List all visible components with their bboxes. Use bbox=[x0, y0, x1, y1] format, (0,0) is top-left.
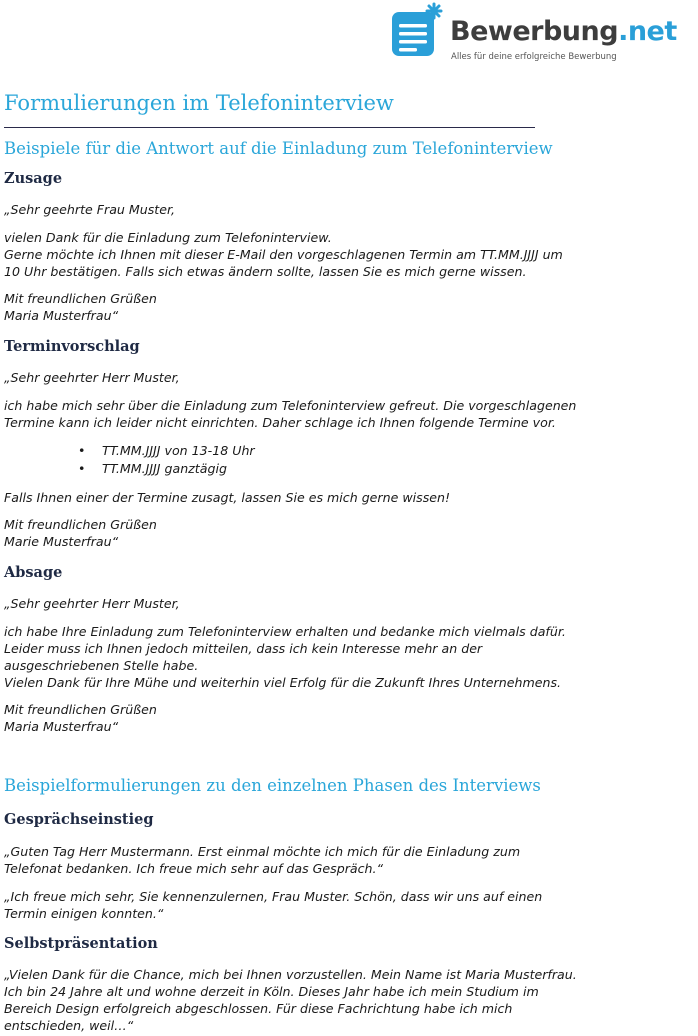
terminvorschlag-salutation: „Sehr geehrter Herr Muster, bbox=[4, 370, 180, 385]
heading-selbstpraesentation: Selbstpräsentation bbox=[4, 935, 158, 952]
heading-absage: Absage bbox=[4, 564, 63, 581]
heading-zusage: Zusage bbox=[4, 170, 63, 187]
terminvorschlag-after: Falls Ihnen einer der Termine zusagt, lassen Sie es mich gerne wissen! bbox=[4, 490, 451, 505]
terminvorschlag-body: ich habe mich sehr über die Einladung zum Telefoninterview gefreut. Die vorgeschlagenen Termine kann ich leider nicht einrichten. Daher schlage ich Ihnen folgende Termine vor. bbox=[4, 398, 577, 430]
einstieg-quote-1: „Guten Tag Herr Mustermann. Erst einmal möchte ich mich für die Einladung zum Telefonat bedanken. Ich freue mich sehr auf das Gespräch.“ bbox=[4, 844, 521, 876]
terminvorschlag-closing: Mit freundlichen Grüßen Marie Musterfrau“ bbox=[4, 517, 157, 549]
praesentation-quote-1: „Vielen Dank für die Chance, mich bei Ihnen vorzustellen. Mein Name ist Maria Musterfrau. Ich bin 24 Jahre alt und wohne derzeit in Köln. Dieses Jahr habe ich mein Studium im Bereich Design erfolgreich abgeschlossen. Für diese Fachrichtung habe ich mich entschieden, weil…“ bbox=[4, 967, 577, 1033]
logo-brand: Bewerbung bbox=[450, 16, 619, 47]
absage-salutation: „Sehr geehrter Herr Muster, bbox=[4, 596, 180, 611]
logo-tagline: Alles für deine erfolgreiche Bewerbung bbox=[451, 52, 617, 62]
bullet-icon: • bbox=[78, 443, 86, 458]
einstieg-quote-2: „Ich freue mich sehr, Sie kennenzulernen, Frau Muster. Schön, dass wir uns auf einen Termin einigen konnten.“ bbox=[4, 889, 543, 921]
zusage-closing: Mit freundlichen Grüßen Maria Musterfrau“ bbox=[4, 291, 157, 323]
page-title: Formulierungen im Telefoninterview bbox=[4, 91, 394, 115]
brand-logo bbox=[390, 2, 696, 64]
zusage-salutation: „Sehr geehrte Frau Muster, bbox=[4, 202, 176, 217]
logo-tld: .net bbox=[618, 16, 677, 47]
logo-wordmark bbox=[450, 16, 677, 47]
bullet-icon: • bbox=[78, 461, 86, 476]
absage-body: ich habe Ihre Einladung zum Telefoninterview erhalten und bedanke mich vielmals dafür. Leider muss ich Ihnen jedoch mitteilen, dass ich kein Interesse mehr an der ausgeschriebenen Stelle habe. Vielen Dank für Ihre Mühe und weiterhin viel Erfolg für die Zukunft Ihres Unternehmens. bbox=[4, 624, 566, 690]
zusage-body: vielen Dank für die Einladung zum Telefoninterview. Gerne möchte ich Ihnen mit dieser E-Mail den vorgeschlagenen Termin am TT.MM.JJJJ um 10 Uhr bestätigen. Falls sich etwas ändern sollte, lassen Sie es mich gerne wissen. bbox=[4, 230, 563, 279]
title-divider bbox=[4, 127, 535, 128]
heading-gespraechseinstieg: Gesprächseinstieg bbox=[4, 811, 154, 828]
document-star-icon bbox=[390, 2, 446, 58]
section-heading-phases: Beispielformulierungen zu den einzelnen Phasen des Interviews bbox=[4, 776, 541, 795]
absage-closing: Mit freundlichen Grüßen Maria Musterfrau“ bbox=[4, 702, 157, 734]
heading-terminvorschlag: Terminvorschlag bbox=[4, 338, 140, 355]
section-heading-answers: Beispiele für die Antwort auf die Einladung zum Telefoninterview bbox=[4, 139, 553, 158]
